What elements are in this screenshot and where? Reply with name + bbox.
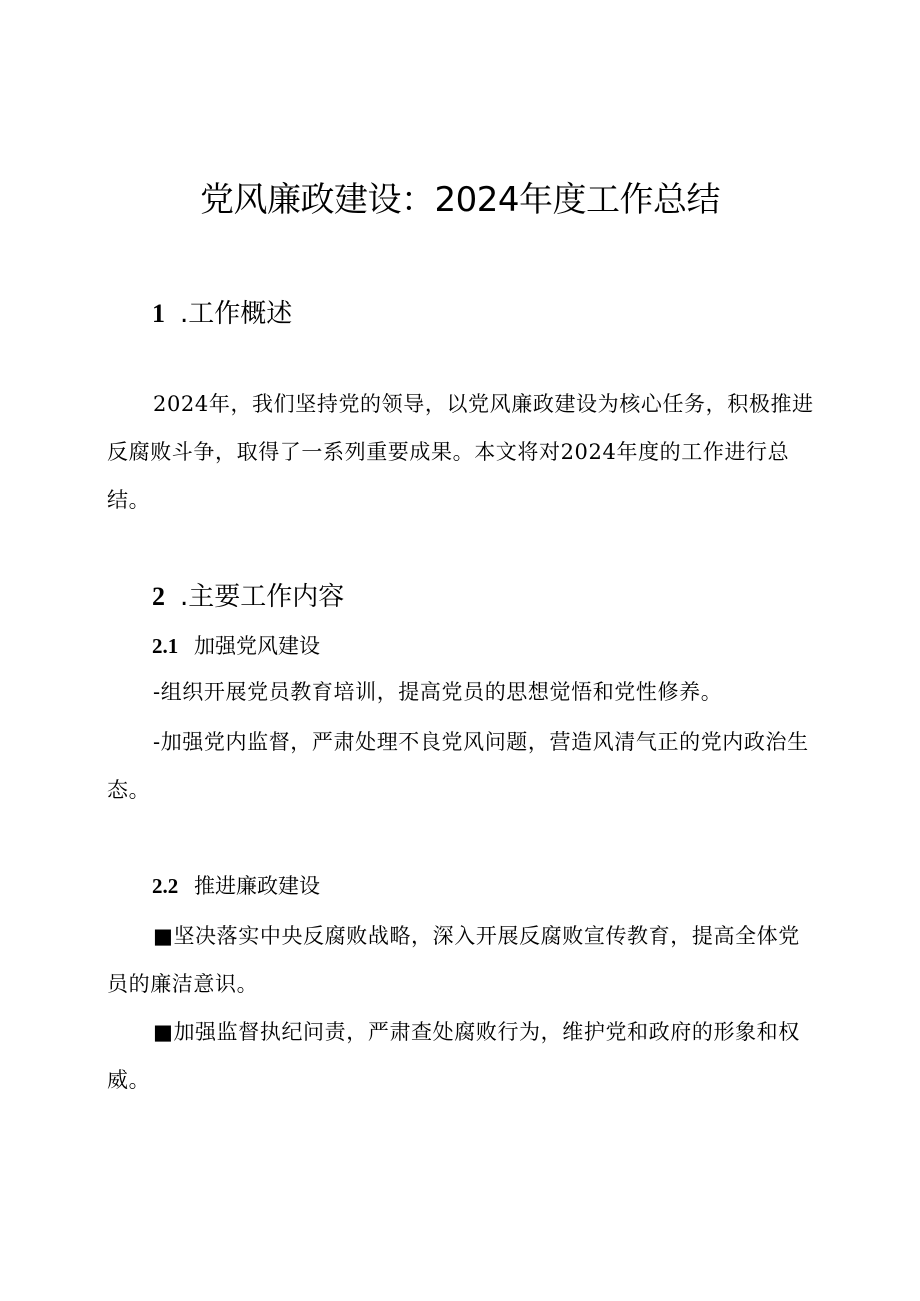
list-item: -组织开展党员教育培训，提高党员的思想觉悟和党性修养。 bbox=[153, 680, 723, 704]
subsection-heading-integrity bbox=[152, 869, 320, 903]
section-number: 1 bbox=[152, 299, 165, 328]
section-number: 2 bbox=[152, 582, 165, 611]
subsection-heading-party-style bbox=[152, 629, 320, 663]
list-item: ■加强监督执纪问责，严肃查处腐败行为，维护党和政府的形象和权威。 bbox=[107, 1020, 800, 1092]
section-title: .工作概述 bbox=[180, 299, 293, 329]
subsection-number: 2.2 bbox=[152, 874, 179, 898]
subsection-number: 2.1 bbox=[152, 634, 179, 658]
list-item: -加强党内监督，严肃处理不良党风问题，营造风清气正的党内政治生态。 bbox=[107, 730, 809, 802]
list-item: ■坚决落实中央反腐败战略，深入开展反腐败宣传教育，提高全体党员的廉洁意识。 bbox=[107, 924, 800, 996]
overview-paragraph: 2024年，我们坚持党的领导，以党风廉政建设为核心任务，积极推进反腐败斗争，取得了一系列重要成果。本文将对2024年度的工作进行总结。 bbox=[107, 392, 814, 512]
section-heading-overview bbox=[152, 294, 292, 334]
section-title: .主要工作内容 bbox=[180, 582, 345, 612]
subsection-title: 推进廉政建设 bbox=[194, 874, 320, 898]
section-heading-main-work bbox=[152, 577, 344, 617]
document-title: 党风廉政建设：2024年度工作总结 bbox=[199, 180, 721, 220]
subsection-title: 加强党风建设 bbox=[194, 634, 320, 658]
